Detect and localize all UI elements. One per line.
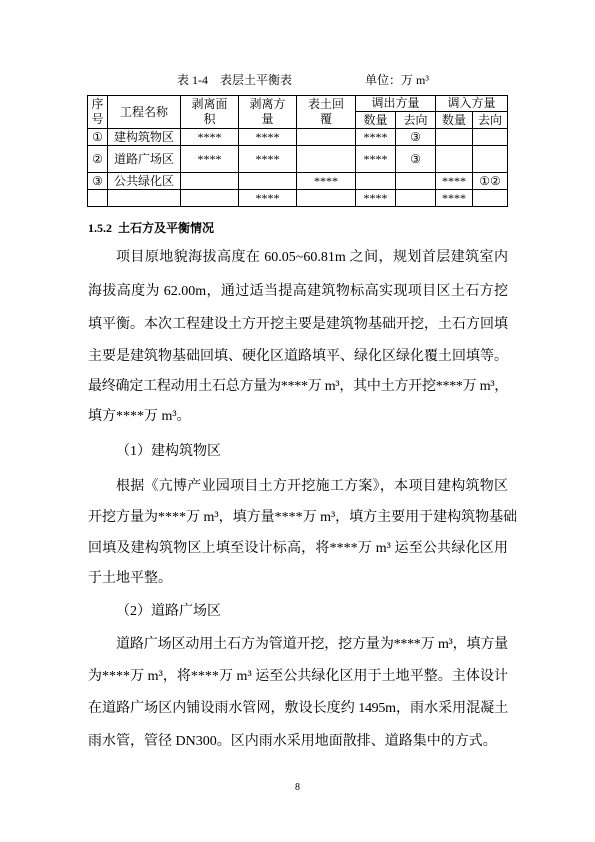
cell-project-name <box>108 190 181 207</box>
cell-out-quantity: **** <box>356 146 396 173</box>
cell-no: ① <box>88 129 108 146</box>
cell-no: ③ <box>88 173 108 190</box>
cell-in-destination <box>473 146 508 173</box>
cell-out-destination: ③ <box>396 129 436 146</box>
cell-strip-volume: **** <box>239 129 297 146</box>
table-caption: 表 1-4 表层土平衡表 <box>177 73 292 87</box>
cell-no: ② <box>88 146 108 173</box>
cell-no <box>88 190 108 207</box>
topsoil-balance-table <box>87 95 508 207</box>
subsection-title: （1）建构筑物区 <box>116 444 221 459</box>
cell-strip-volume: **** <box>239 190 297 207</box>
paragraph-line: 最终确定工程动用土石总方量为****万 m³，其中土方开挖****万 m³， <box>88 379 508 394</box>
paragraph-line: 为****万 m³，将****万 m³ 运至公共绿化区用于土地平整。主体设计 <box>88 669 508 684</box>
cell-strip-volume <box>239 173 297 190</box>
header-no: 序号 <box>88 96 108 129</box>
table-body <box>88 129 508 207</box>
table-row <box>88 173 508 190</box>
cell-in-quantity <box>436 146 473 173</box>
paragraph-line: 开挖方量为****万 m³，填方量****万 m³，填方主要用于建构筑物基础 <box>88 510 518 525</box>
cell-topsoil-backfill <box>297 146 356 173</box>
header-strip-area: 剥离面积 <box>181 96 239 129</box>
cell-strip-area <box>181 173 239 190</box>
cell-strip-area: **** <box>181 146 239 173</box>
page-number: 8 <box>295 782 300 793</box>
header-transfer-out: 调出方量 <box>356 96 436 112</box>
cell-out-quantity: **** <box>356 129 396 146</box>
paragraph-line: 填平衡。本次工程建设土方开挖主要是建筑物基础开挖，土石方回填 <box>88 317 508 332</box>
section-number: 1.5.2 <box>88 221 112 235</box>
table-header <box>88 96 508 129</box>
cell-project-name: 建构筑物区 <box>108 129 181 146</box>
section-heading <box>88 218 214 238</box>
cell-in-quantity <box>436 129 473 146</box>
table-unit: 单位：万 m³ <box>365 73 429 87</box>
header-in-destination: 去向 <box>473 112 508 129</box>
paragraph-line: 回填及建构筑物区上填至设计标高，将****万 m³ 运至公共绿化区用 <box>88 541 508 556</box>
paragraph-line: 于土地平整。 <box>88 571 172 586</box>
paragraph-line: 项目原地貌海拔高度在 60.05~60.81m 之间，规划首层建筑室内 <box>116 250 508 265</box>
header-topsoil-backfill: 表土回覆 <box>297 96 356 129</box>
cell-in-destination: ①② <box>473 173 508 190</box>
cell-out-quantity <box>356 173 396 190</box>
table-row <box>88 190 508 207</box>
table-row <box>88 146 508 173</box>
cell-topsoil-backfill <box>297 190 356 207</box>
cell-out-destination <box>396 173 436 190</box>
header-project-name: 工程名称 <box>108 96 181 129</box>
paragraph-line: 根据《亢博产业园项目土方开挖施工方案》，本项目建构筑物区 <box>116 479 508 494</box>
header-out-destination: 去向 <box>396 112 436 129</box>
header-transfer-in: 调入方量 <box>436 96 508 112</box>
cell-topsoil-backfill <box>297 129 356 146</box>
cell-strip-volume: **** <box>239 146 297 173</box>
cell-in-destination <box>473 190 508 207</box>
paragraph-line: 雨水管，管径 DN300。区内雨水采用地面散排、道路集中的方式。 <box>88 734 497 749</box>
cell-project-name: 道路广场区 <box>108 146 181 173</box>
table-row <box>88 129 508 146</box>
cell-strip-area: **** <box>181 129 239 146</box>
paragraph-line: 海拔高度为 62.00m，通过适当提高建筑物标高实现项目区土石方挖 <box>88 284 508 299</box>
cell-out-quantity: **** <box>356 190 396 207</box>
cell-topsoil-backfill: **** <box>297 173 356 190</box>
table-header-row <box>88 96 508 112</box>
header-in-quantity: 数量 <box>436 112 473 129</box>
paragraph-line: 在道路广场区内铺设雨水管网，敷设长度约 1495m，雨水采用混凝土 <box>88 701 508 716</box>
paragraph-line: 主要是建筑物基础回填、硬化区道路填平、绿化区绿化覆土回填等。 <box>88 349 508 364</box>
subsection-title: （2）道路广场区 <box>116 604 221 619</box>
cell-in-quantity: **** <box>436 190 473 207</box>
paragraph-line: 填方****万 m³。 <box>88 409 191 424</box>
cell-out-destination <box>396 190 436 207</box>
cell-in-destination <box>473 129 508 146</box>
header-out-quantity: 数量 <box>356 112 396 129</box>
cell-in-quantity: **** <box>436 173 473 190</box>
header-strip-volume: 剥离方量 <box>239 96 297 129</box>
cell-out-destination: ③ <box>396 146 436 173</box>
cell-strip-area <box>181 190 239 207</box>
cell-project-name: 公共绿化区 <box>108 173 181 190</box>
section-title: 土石方及平衡情况 <box>118 221 215 235</box>
paragraph-line: 道路广场区动用土石方为管道开挖，挖方量为****万 m³，填方量 <box>116 637 508 652</box>
